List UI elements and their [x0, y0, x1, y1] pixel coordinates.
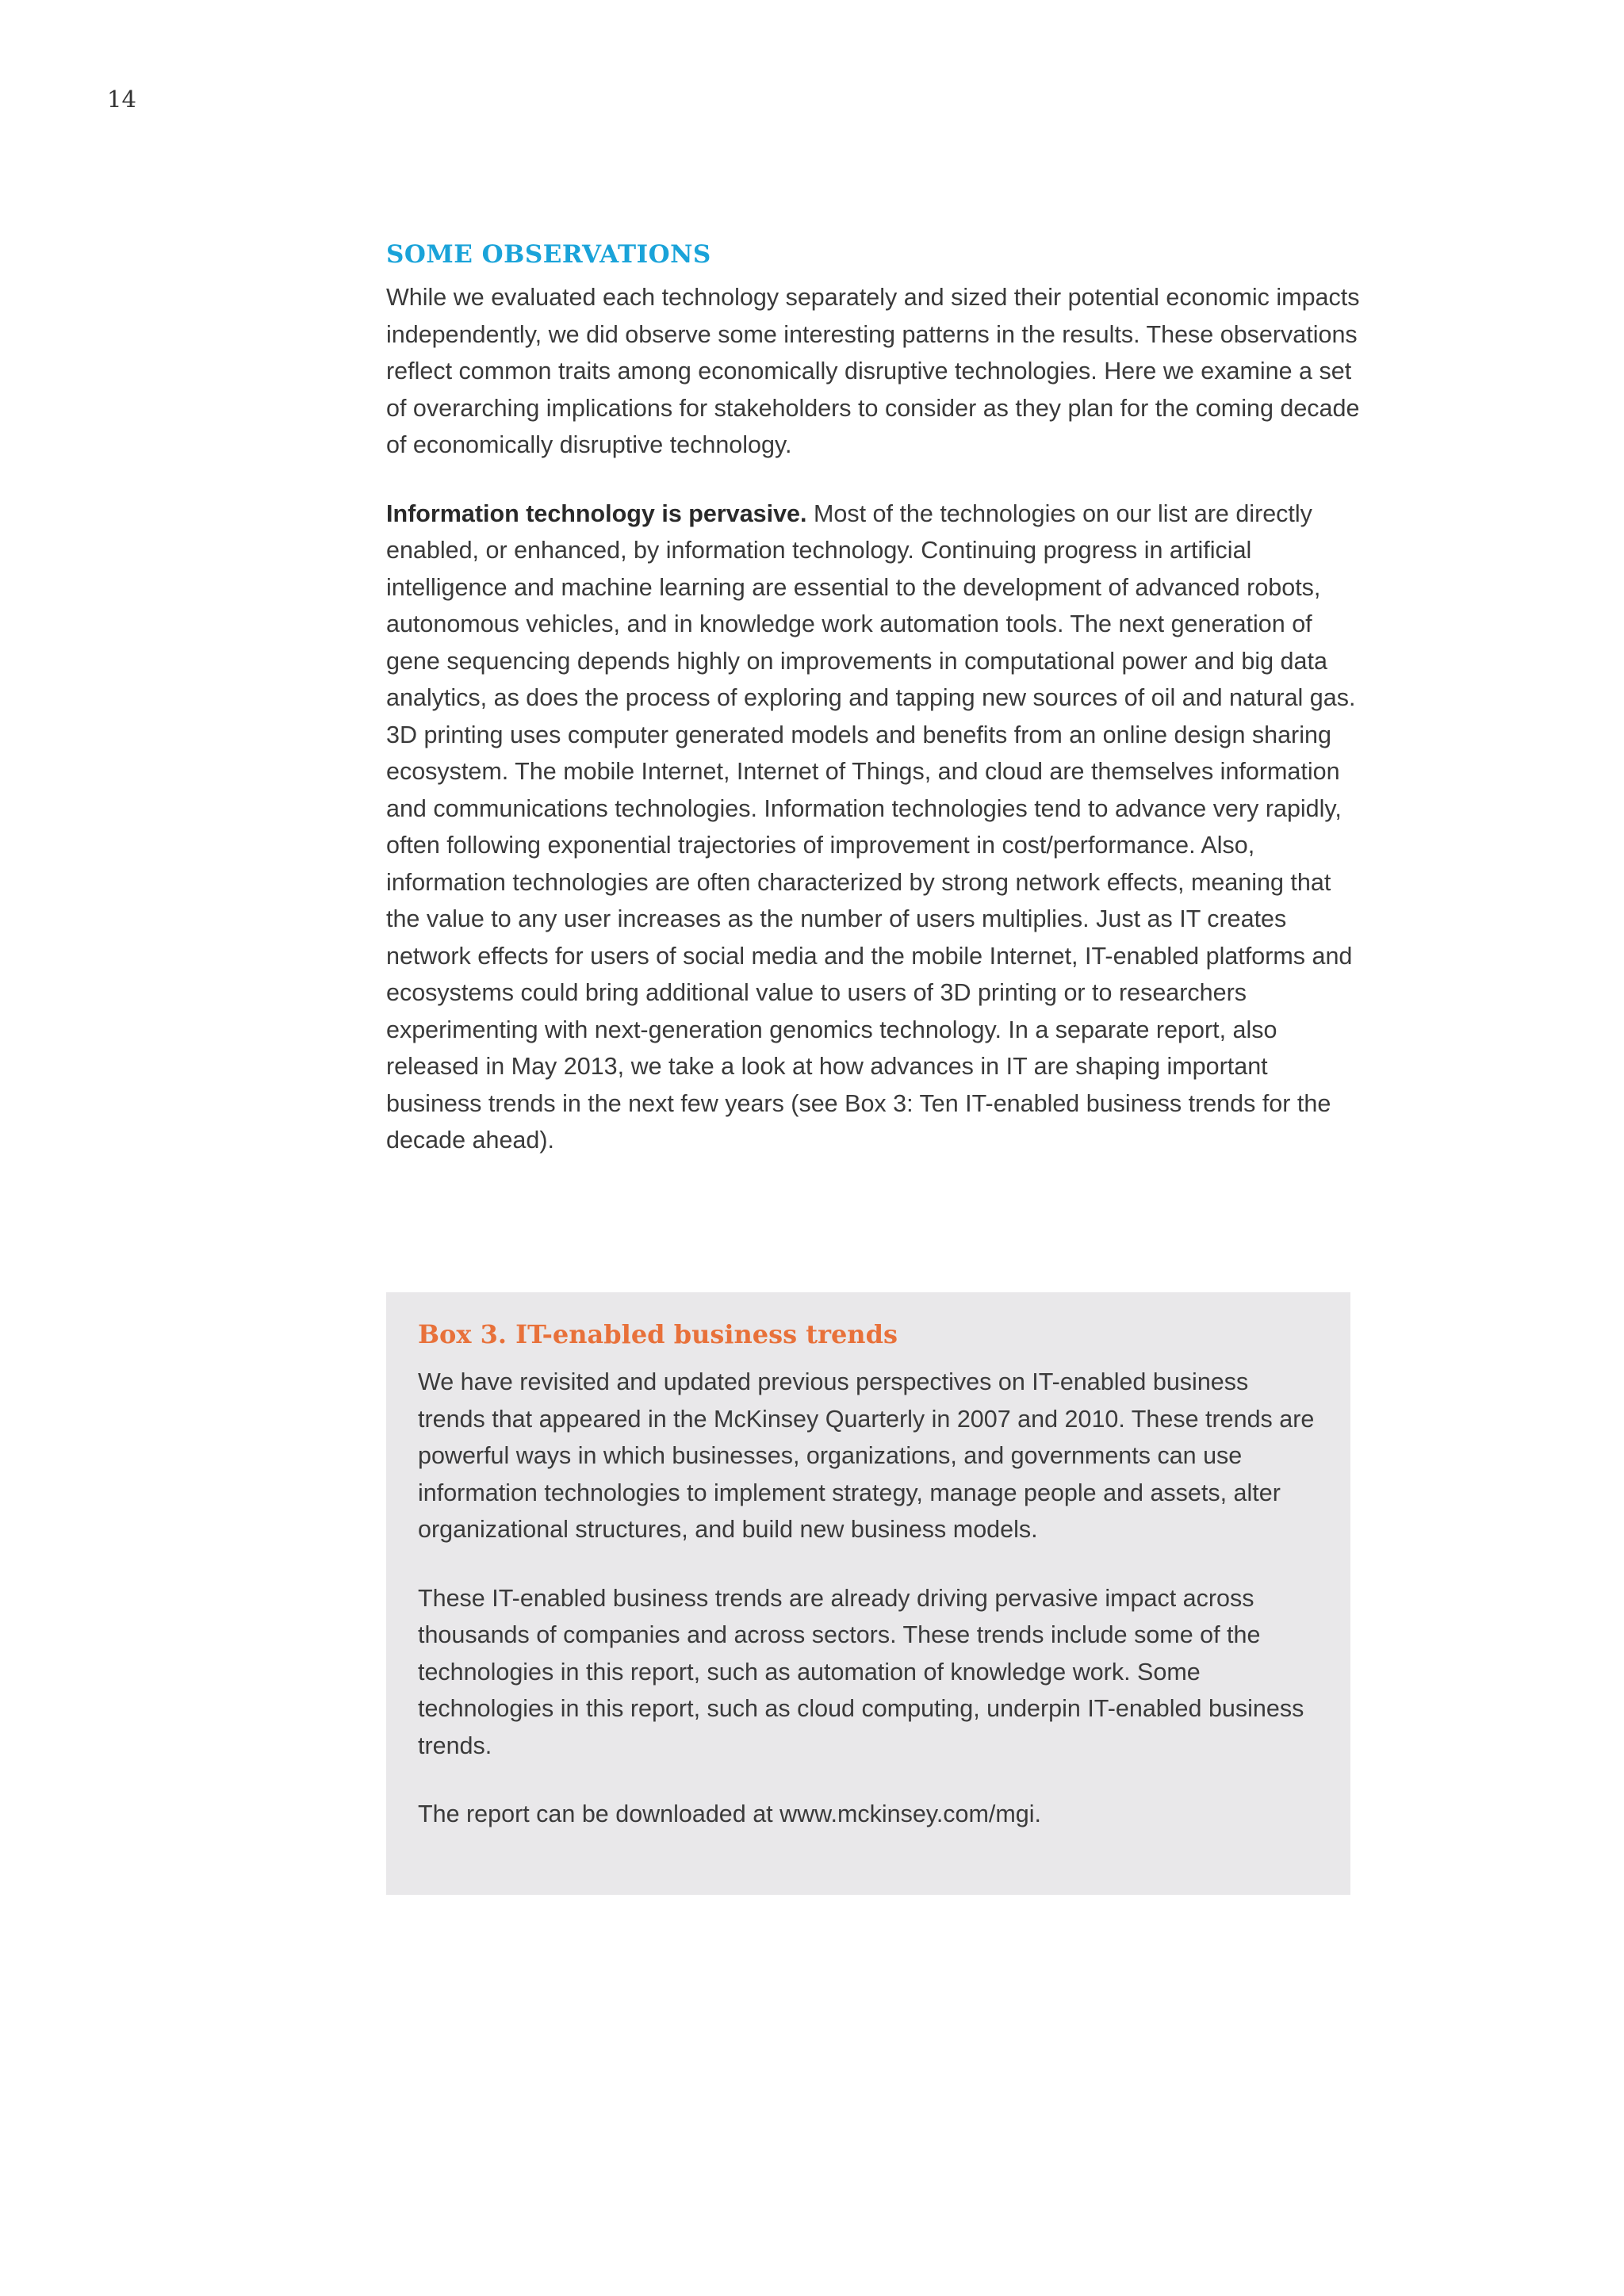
section-heading: SOME OBSERVATIONS	[386, 240, 711, 269]
page-number: 14	[107, 86, 136, 113]
box-3	[386, 1292, 1350, 1895]
box-paragraph-3: The report can be downloaded at www.mckinsey.com/mgi.	[418, 1800, 1042, 1827]
box-paragraph-1: We have revisited and updated previous perspectives on IT-enabled business trends that appeared in the McKinsey Quarterly in 2007 and 2010. These trends are powerful ways in which businesses, organizations, and governments can use information technologies to implement strategy, manage people and assets, alter organizational structures, and build new business models.	[418, 1368, 1315, 1543]
it-pervasive-body: Most of the technologies on our list are directly enabled, or enhanced, by information technology. Continuing progress in artificial intelligence and machine learning are essential to the development of advanced robots, autonomous vehicles, and in knowledge work automation tools. The next generation of gene sequencing depends highly on improvements in computational power and big data analytics, as does the process of exploring and tapping new sources of oil and natural gas. 3D printing uses computer generated models and benefits from an online design sharing ecosystem. The mobile Internet, Internet of Things, and cloud are themselves information and communications technologies. Information technologies tend to advance very rapidly, often following exponential trajectories of improvement in cost/performance. Also, information technologies are often characterized by strong network effects, meaning that the value to any user increases as the number of users multiplies. Just as IT creates network effects for users of social media and the mobile Internet, IT-enabled platforms and ecosystems could bring additional value to users of 3D printing or to researchers experimenting with next-generation genomics technology. In a separate report, also released in May 2013, we take a look at how advances in IT are shaping important business trends in the next few years (see Box 3: Ten IT-enabled business trends for the decade ahead).	[386, 499, 1356, 1154]
intro-paragraph: While we evaluated each technology separately and sized their potential economic impacts independently, we did observe some interesting patterns in the results. These observations reflect common traits among economically disruptive technologies. Here we examine a set of overarching implications for stakeholders to consider as they plan for the coming decade of economically disruptive technology.	[386, 284, 1360, 458]
lead-in-text: Information technology is pervasive.	[386, 499, 807, 527]
box-paragraph-2: These IT-enabled business trends are already driving pervasive impact across thousands of companies and across sectors. These trends include some of the technologies in this report, such as automation of knowledge work. Some technologies in this report, such as cloud computing, underpin IT-enabled business trends.	[418, 1584, 1304, 1759]
it-pervasive-paragraph	[386, 496, 1362, 1159]
main-column	[386, 236, 1362, 1191]
box-title: Box 3. IT-enabled business trends	[418, 1319, 898, 1349]
